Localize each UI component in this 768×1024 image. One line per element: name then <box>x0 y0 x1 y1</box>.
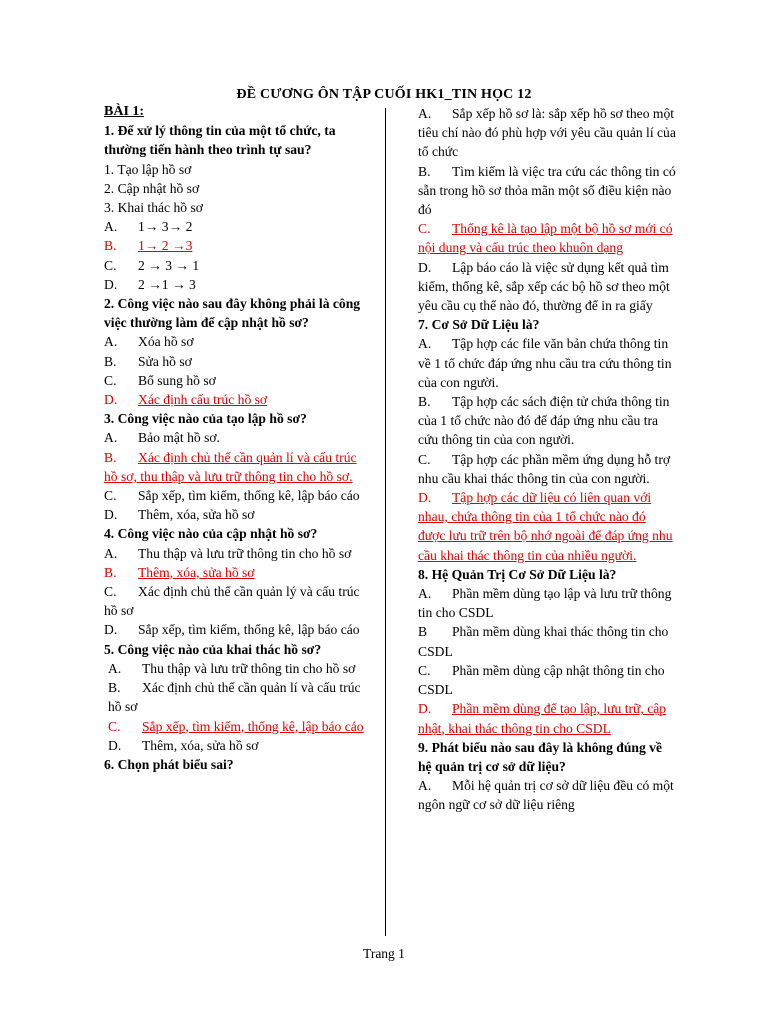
option-d-correct[interactable]: D. Xác định cấu trúc hồ sơ <box>104 392 268 408</box>
right-column <box>418 104 676 815</box>
option-a[interactable]: A. Bảo mật hồ sơ. <box>104 430 220 446</box>
option-c[interactable]: C. Xác định chủ thể cần quản lý và cấu trúc hồ sơ <box>104 584 360 619</box>
option-a[interactable]: A. 1→ 3→ 2 <box>104 219 193 235</box>
question-text: 2. Công việc nào sau đây không phải là công việc thường làm để cập nhật hồ sơ? <box>104 296 361 331</box>
question-5 <box>104 640 366 755</box>
option-c[interactable]: C. 2 → 3 → 1 <box>104 257 200 273</box>
option-d-correct[interactable]: D. Tập hợp các dữ liệu có liên quan với nhau, chứa thông tin của 1 tổ chức nào đó được lưu trữ trên bộ nhớ ngoài để đáp ứng nhu cầu khai thác thông tin của nhiều người. <box>418 490 673 563</box>
option-a[interactable]: A. Xóa hồ sơ <box>104 334 194 350</box>
option-c[interactable]: C. Bổ sung hồ sơ <box>104 372 216 388</box>
page-number: Trang 1 <box>363 946 405 961</box>
option-b[interactable]: B. Sửa hồ sơ <box>104 353 192 369</box>
question-text: 4. Công việc nào của cập nhật hồ sơ? <box>104 526 318 542</box>
question-line: 3. Khai thác hồ sơ <box>104 200 203 216</box>
option-a[interactable]: A. Tập hợp các file văn bản chứa thông tin về 1 tổ chức đáp ứng nhu cầu tra cứu thông tin của con người. <box>418 336 672 390</box>
option-c[interactable]: C. Sắp xếp, tìm kiếm, thống kê, lập báo cáo <box>104 488 360 504</box>
question-text: 3. Công việc nào của tạo lập hồ sơ? <box>104 411 307 427</box>
option-d[interactable]: D. Thêm, xóa, sửa hồ sơ <box>104 507 255 523</box>
question-text: 8. Hệ Quản Trị Cơ Sở Dữ Liệu là? <box>418 566 617 582</box>
option-c[interactable]: C. Tập hợp các phần mềm ứng dụng hỗ trợ nhu cầu khai thác thông tin của con người. <box>418 451 671 486</box>
option-d[interactable]: D. Thêm, xóa, sửa hồ sơ <box>108 737 259 753</box>
option-b[interactable]: B Phần mềm dùng khai thác thông tin cho CSDL <box>418 624 669 659</box>
left-column <box>104 102 366 774</box>
option-c-correct[interactable]: C. Thống kê là tạo lập một bộ hồ sơ mới có nội dung và cấu trúc theo khuôn dạng <box>418 221 673 256</box>
option-d[interactable]: D. 2 →1 → 3 <box>104 276 196 292</box>
option-c-correct[interactable]: C. Sắp xếp, tìm kiếm, thống kê, lập báo cáo <box>108 718 364 734</box>
page-title: ĐỀ CƯƠNG ÔN TẬP CUỐI HK1_TIN HỌC 12 <box>236 87 532 102</box>
option-a[interactable]: A. Phần mềm dùng tạo lập và lưu trữ thông tin cho CSDL <box>418 586 672 621</box>
option-b[interactable]: B. Xác định chủ thể cần quản lí và cấu trúc hồ sơ <box>108 680 361 715</box>
option-a[interactable]: A. Thu thập và lưu trữ thông tin cho hồ sơ <box>104 545 352 561</box>
question-8 <box>418 565 676 738</box>
question-text: 7. Cơ Sở Dữ Liệu là? <box>418 317 540 333</box>
question-text: 1. Để xử lý thông tin của một tổ chức, ta thường tiến hành theo trình tự sau? <box>104 123 336 158</box>
column-divider <box>385 108 386 936</box>
question-9 <box>418 738 676 815</box>
question-4 <box>104 524 366 639</box>
option-c[interactable]: C. Phần mềm dùng cập nhật thông tin cho CSDL <box>418 662 665 698</box>
option-a[interactable]: A. Thu thập và lưu trữ thông tin cho hồ sơ <box>108 660 356 676</box>
option-d-correct[interactable]: D. Phần mềm dùng để tạo lập, lưu trữ, cập nhật, khai thác thông tin cho CSDL <box>418 701 667 736</box>
question-6-text: 6. Chọn phát biểu sai? <box>104 756 234 772</box>
question-6-options <box>418 104 676 315</box>
option-d[interactable]: D. Sắp xếp, tìm kiếm, thống kê, lập báo cáo <box>104 622 360 638</box>
option-b-correct[interactable]: B. 1→ 2 →3 <box>104 238 193 254</box>
question-2 <box>104 294 366 409</box>
question-7 <box>418 315 676 565</box>
option-a[interactable]: A. Sắp xếp hồ sơ là: sắp xếp hồ sơ theo một tiêu chí nào đó phù hợp với yêu cầu quản lí của tổ chức <box>418 106 676 160</box>
question-3 <box>104 409 366 524</box>
option-a[interactable]: A. Mỗi hệ quản trị cơ sở dữ liệu đều có một ngôn ngữ cơ sở dữ liệu riêng <box>418 778 674 813</box>
section-title: BÀI 1: <box>104 104 145 119</box>
option-b[interactable]: B. Tập hợp các sách điện tử chứa thông tin của 1 tổ chức nào đó để đáp ứng nhu cầu tra cứu thông tin của con người. <box>418 394 670 448</box>
question-1 <box>104 121 366 294</box>
option-b[interactable]: B. Tìm kiếm là việc tra cứu các thông tin có sẵn trong hồ sơ thỏa mãn một số điều kiện nào đó <box>418 163 676 218</box>
option-b-correct[interactable]: B. Thêm, xóa, sửa hồ sơ <box>104 564 255 580</box>
question-text: 9. Phát biểu nào sau đây là không đúng về hệ quản trị cơ sở dữ liệu? <box>418 739 663 774</box>
question-line: 1. Tạo lập hồ sơ <box>104 161 192 177</box>
option-b-correct[interactable]: B. Xác định chủ thể cần quản lí và cấu trúc hồ sơ, thu thập và lưu trữ thông tin cho hồ sơ. <box>104 449 357 484</box>
option-d[interactable]: D. Lập báo cáo là việc sử dụng kết quả tìm kiếm, thống kê, sắp xếp các bộ hồ sơ theo một yêu cầu cụ thể nào đó, thường để in ra giấy <box>418 259 670 314</box>
question-text: 5. Công việc nào của khai thác hồ sơ? <box>104 641 322 657</box>
question-line: 2. Cập nhật hồ sơ <box>104 180 200 196</box>
